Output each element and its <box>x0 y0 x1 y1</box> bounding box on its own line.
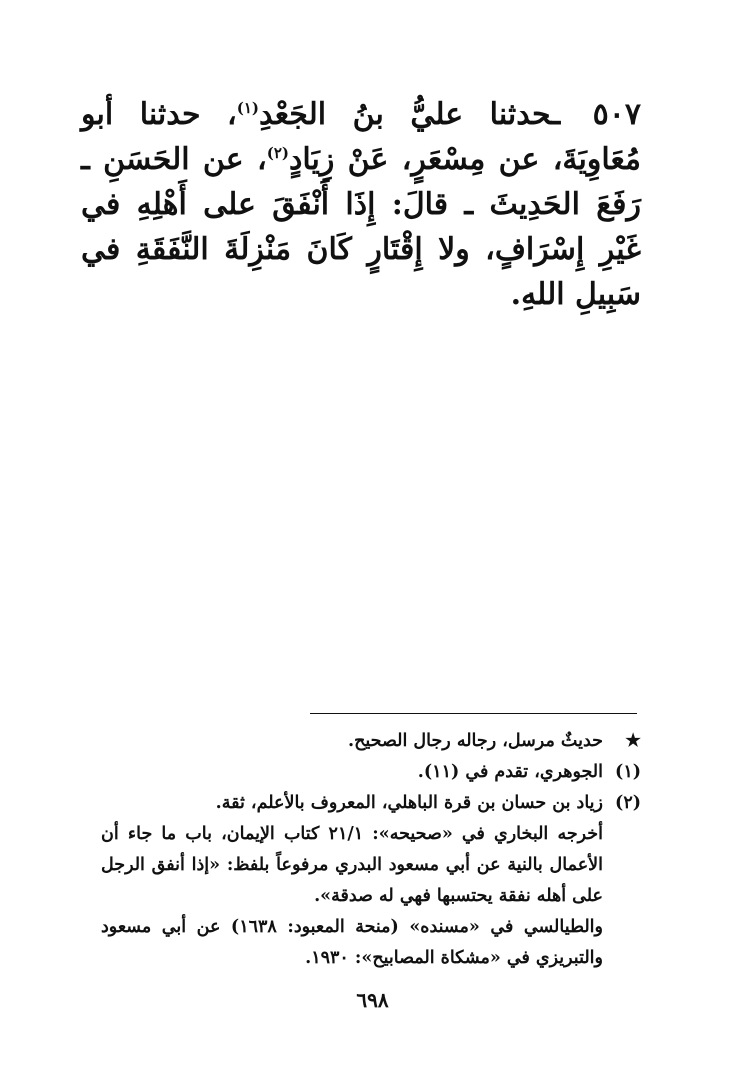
footnote-2-takhrij-bukhari: أخرجه البخاري في «صحيحه»: ٢١/١ كتاب الإيمان، باب ما جاء أن الأعمال بالنية عن أبي مسعود البدري مرفوعاً بلفظ: «إذا أنفق الرجل على أهله نفقة يحتسبها فهي له صدقة». <box>101 824 603 906</box>
page-number: ٦٩٨ <box>356 988 389 1012</box>
hadith-number: ٥٠٧ <box>592 97 641 132</box>
footnote-ref-1: (١) <box>236 99 260 117</box>
footnote-ref-2: (٢) <box>266 144 289 162</box>
hadith-text-part1: ـحدثنا عليُّ بنُ الجَعْدِ <box>259 97 561 132</box>
footnote-star <box>101 726 641 757</box>
hadith-text-part3: ، عن الحَسَنِ ـ رَفَعَ الحَدِيثَ ـ قالَ: إِذَا أَنْفَقَ على أَهْلِهِ في غَيْرِ إِسْرَافٍ، ولا إِقْتَارٍ كَانَ مَنْزِلَةَ النَّفَقَةِ في سَبِيلِ اللهِ. <box>81 142 641 312</box>
hadith-paragraph <box>81 92 641 317</box>
footnote-separator <box>310 713 637 714</box>
hadith-text <box>81 92 641 317</box>
footnote-2-text: زياد بن حسان بن قرة الباهلي، المعروف بالأعلم، ثقة. <box>215 793 603 813</box>
footnote-2-takhrij-tayalisi: والطيالسي في «مسنده» (منحة المعبود: ١٦٣٨) عن أبي مسعود والتبريزي في «مشكاة المصابيح»: ١٩٣٠. <box>101 917 603 968</box>
footnote-1 <box>101 757 641 788</box>
hadith-text-part2: ، حدثنا أبو مُعَاوِيَةَ، عن مِسْعَرٍ، عَنْ زِيَادٍ <box>81 97 642 177</box>
footnotes <box>101 726 641 974</box>
footnote-star-text: حديثٌ مرسل، رجاله رجال الصحيح. <box>348 731 603 751</box>
footnote-1-text: الجوهري، تقدم في (١١). <box>417 762 603 782</box>
star-icon: ★ <box>625 731 641 751</box>
footnote-2 <box>101 788 641 819</box>
footnote-1-marker: (١) <box>615 762 641 782</box>
footnote-2-marker: (٢) <box>615 793 641 813</box>
